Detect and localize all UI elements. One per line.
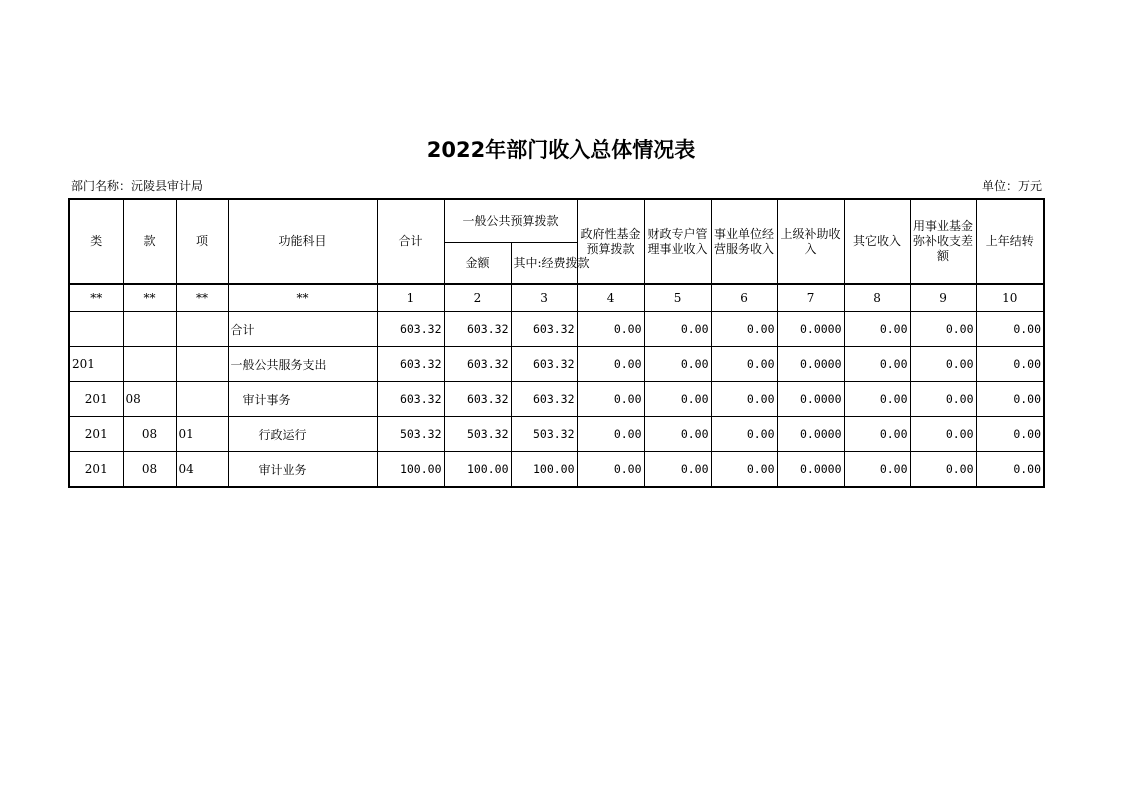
cell-other: 0.00	[844, 347, 910, 382]
cell-superior: 0.0000	[777, 417, 844, 452]
cell-gov-fund: 0.00	[577, 382, 644, 417]
header-general-budget: 一般公共预算拨款	[444, 199, 577, 243]
cell-other: 0.00	[844, 382, 910, 417]
index-cell: 1	[377, 284, 444, 312]
cell-superior: 0.0000	[777, 347, 844, 382]
cell-xiang	[176, 312, 228, 347]
cell-funding: 603.32	[511, 382, 577, 417]
cell-subject: 行政运行	[228, 417, 377, 452]
cell-gov-fund: 0.00	[577, 347, 644, 382]
cell-fund-offset: 0.00	[910, 417, 976, 452]
index-cell: 4	[577, 284, 644, 312]
header-total: 合计	[377, 199, 444, 284]
cell-operating: 0.00	[711, 452, 777, 488]
cell-lei	[69, 312, 123, 347]
index-row	[69, 284, 1044, 312]
cell-superior: 0.0000	[777, 452, 844, 488]
cell-prev: 0.00	[976, 312, 1044, 347]
index-cell: **	[176, 284, 228, 312]
cell-fund-offset: 0.00	[910, 452, 976, 488]
table-row	[69, 382, 1044, 417]
index-cell: **	[123, 284, 176, 312]
cell-operating: 0.00	[711, 347, 777, 382]
header-fund-offset: 用事业基金弥补收支差额	[910, 199, 976, 284]
cell-lei: 201	[69, 417, 123, 452]
cell-fiscal: 0.00	[644, 312, 711, 347]
index-cell: 6	[711, 284, 777, 312]
header-other: 其它收入	[844, 199, 910, 284]
header-prev-year: 上年结转	[976, 199, 1044, 284]
cell-fund-offset: 0.00	[910, 312, 976, 347]
page-title: 2022年部门收入总体情况表	[426, 138, 696, 162]
table-row	[69, 347, 1044, 382]
cell-fund-offset: 0.00	[910, 382, 976, 417]
cell-amount: 100.00	[444, 452, 511, 488]
cell-fiscal: 0.00	[644, 452, 711, 488]
cell-other: 0.00	[844, 312, 910, 347]
cell-prev: 0.00	[976, 452, 1044, 488]
index-cell: 7	[777, 284, 844, 312]
cell-kuan: 08	[123, 417, 176, 452]
cell-amount: 603.32	[444, 347, 511, 382]
header-gov-fund: 政府性基金预算拨款	[577, 199, 644, 284]
cell-gov-fund: 0.00	[577, 452, 644, 488]
department-name: 部门名称：沅陵县审计局	[71, 179, 204, 193]
cell-subject: 一般公共服务支出	[228, 347, 377, 382]
index-cell: 2	[444, 284, 511, 312]
header-fiscal-special: 财政专户管理事业收入	[644, 199, 711, 284]
cell-total: 603.32	[377, 382, 444, 417]
cell-subject: 合计	[228, 312, 377, 347]
cell-fund-offset: 0.00	[910, 347, 976, 382]
table-row	[69, 312, 1044, 347]
cell-total: 100.00	[377, 452, 444, 488]
header-superior-subsidy: 上级补助收入	[777, 199, 844, 284]
cell-fiscal: 0.00	[644, 417, 711, 452]
cell-lei: 201	[69, 382, 123, 417]
index-cell: **	[228, 284, 377, 312]
header-xiang: 项	[176, 199, 228, 284]
cell-fiscal: 0.00	[644, 382, 711, 417]
cell-fiscal: 0.00	[644, 347, 711, 382]
cell-superior: 0.0000	[777, 382, 844, 417]
header-amount: 金额	[444, 243, 511, 285]
cell-prev: 0.00	[976, 382, 1044, 417]
cell-funding: 603.32	[511, 312, 577, 347]
cell-funding: 503.32	[511, 417, 577, 452]
cell-funding: 100.00	[511, 452, 577, 488]
cell-gov-fund: 0.00	[577, 312, 644, 347]
cell-subject: 审计业务	[228, 452, 377, 488]
cell-amount: 603.32	[444, 382, 511, 417]
cell-total: 603.32	[377, 312, 444, 347]
cell-prev: 0.00	[976, 347, 1044, 382]
cell-xiang	[176, 382, 228, 417]
cell-funding: 603.32	[511, 347, 577, 382]
cell-xiang: 01	[176, 417, 228, 452]
cell-lei: 201	[69, 452, 123, 488]
header-subject: 功能科目	[228, 199, 377, 284]
cell-total: 603.32	[377, 347, 444, 382]
index-cell: 9	[910, 284, 976, 312]
table-row	[69, 452, 1044, 488]
index-cell: **	[69, 284, 123, 312]
cell-xiang	[176, 347, 228, 382]
cell-other: 0.00	[844, 452, 910, 488]
cell-superior: 0.0000	[777, 312, 844, 347]
index-cell: 8	[844, 284, 910, 312]
cell-total: 503.32	[377, 417, 444, 452]
cell-prev: 0.00	[976, 417, 1044, 452]
header-operating: 事业单位经营服务收入	[711, 199, 777, 284]
cell-kuan	[123, 347, 176, 382]
index-cell: 5	[644, 284, 711, 312]
cell-lei: 201	[69, 347, 123, 382]
cell-gov-fund: 0.00	[577, 417, 644, 452]
index-cell: 10	[976, 284, 1044, 312]
cell-amount: 603.32	[444, 312, 511, 347]
cell-operating: 0.00	[711, 417, 777, 452]
cell-kuan: 08	[123, 382, 176, 417]
cell-subject: 审计事务	[228, 382, 377, 417]
cell-kuan	[123, 312, 176, 347]
table-row	[69, 417, 1044, 452]
cell-xiang: 04	[176, 452, 228, 488]
income-table	[68, 198, 1045, 488]
cell-operating: 0.00	[711, 382, 777, 417]
cell-amount: 503.32	[444, 417, 511, 452]
header-of-which-funding: 其中:经费拨款	[511, 243, 577, 285]
unit-label: 单位：万元	[981, 179, 1042, 193]
header-kuan: 款	[123, 199, 176, 284]
cell-kuan: 08	[123, 452, 176, 488]
index-cell: 3	[511, 284, 577, 312]
cell-operating: 0.00	[711, 312, 777, 347]
header-lei: 类	[69, 199, 123, 284]
cell-other: 0.00	[844, 417, 910, 452]
